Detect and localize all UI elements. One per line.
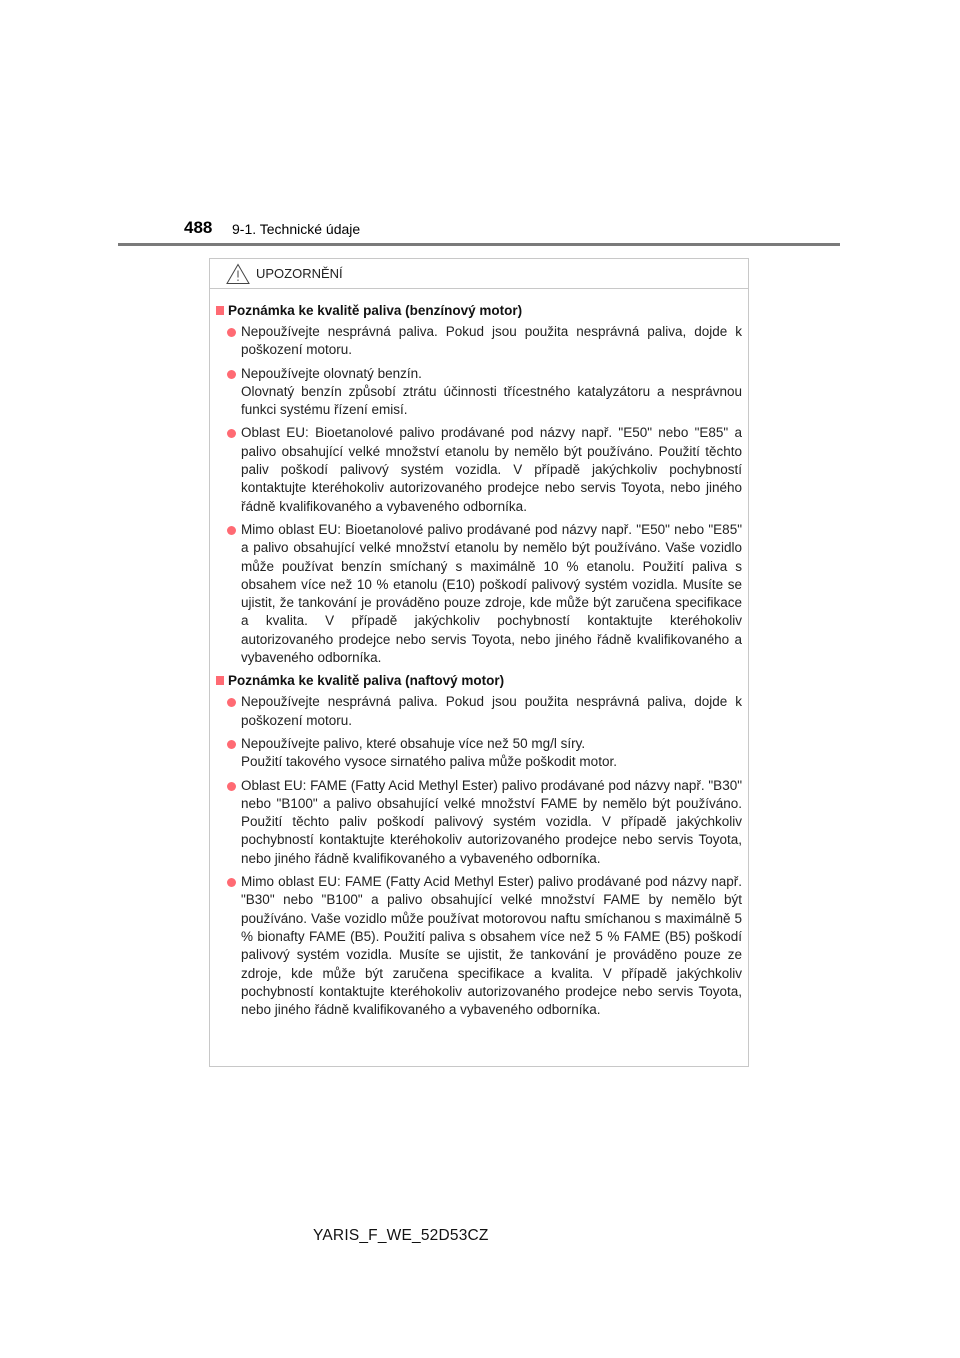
header-rule — [118, 243, 840, 246]
list-item — [216, 323, 742, 360]
circle-bullet-icon — [227, 370, 236, 379]
section-title: 9-1. Technické údaje — [232, 221, 361, 237]
warning-body — [210, 289, 748, 1019]
section-heading — [216, 672, 742, 690]
section-heading-text: Poznámka ke kvalitě paliva (naftový motor) — [228, 673, 505, 689]
list-item-text: Nepoužívejte palivo, které obsahuje více než 50 mg/l síry. Použití takového vysoce sirnatého paliva může poškodit motor. — [241, 735, 617, 770]
circle-bullet-icon — [227, 429, 236, 438]
list-item-text: Nepoužívejte olovnatý benzín. Olovnatý benzín způsobí ztrátu účinnosti třícestného katalyzátoru a nesprávnou funkci systému řízení emisí. — [241, 365, 742, 418]
section-heading-text: Poznámka ke kvalitě paliva (benzínový motor) — [228, 303, 523, 318]
document-code: YARIS_F_WE_52D53CZ — [313, 1227, 489, 1244]
circle-bullet-icon — [227, 698, 236, 707]
square-bullet-icon — [216, 306, 224, 315]
list-item-text: Mimo oblast EU: FAME (Fatty Acid Methyl Ester) palivo prodávané pod názvy např. "B30" nebo "B100" a palivo obsahující velké množství FAME by nemělo být používáno. Vaše vozidlo může používat motorovou naftu smíchanou s maximálně 5 % bionafty FAME (B5). Použití paliva s obsahem více než 5 % FAME (B5) poškodí palivový systém vozidla. Musíte se ujistit, že tankování je prováděno pouze ze zdroje, kde může být zaručena specifikace a kvalita. V případě jakýchkoliv pochybností kontaktujte kteréhokoliv autorizovaného prodejce nebo servis Toyota, nebo jiného řádně kvalifikovaného a vybaveného odborníka. — [241, 874, 742, 1018]
circle-bullet-icon — [227, 782, 236, 791]
warning-box — [209, 258, 749, 1067]
list-item — [216, 521, 742, 667]
list-item — [216, 735, 742, 772]
list-item — [216, 424, 742, 515]
list-item-text: Oblast EU: Bioetanolové palivo prodávané pod názvy např. "E50" nebo "E85" a palivo obsahující velké množství etanolu by nemělo být používáno. Použití těchto paliv poškodí palivový systém vozidla. V případě jakýchkoliv pochybností kontaktujte kteréhokoliv autorizovaného prodejce nebo servis Toyota, nebo jiného řádně kvalifikovaného a vybaveného odborníka. — [241, 425, 742, 514]
list-item-text: Nepoužívejte nesprávná paliva. Pokud jsou použita nesprávná paliva, dojde k poškození motoru. — [241, 694, 742, 728]
circle-bullet-icon — [227, 526, 236, 535]
list-item — [216, 873, 742, 1019]
list-item-text: Oblast EU: FAME (Fatty Acid Methyl Ester) palivo prodávané pod názvy např. "B30" nebo "B100" a palivo obsahující velké množství FAME by nemělo být používáno. Použití těchto paliv poškodí palivový systém vozidla. V případě jakýchkoliv pochybností kontaktujte kteréhokoliv autorizovaného prodejce nebo servis Toyota, nebo jiného řádně kvalifikovaného a vybaveného odborníka. — [241, 777, 742, 866]
section-heading — [216, 302, 742, 320]
list-item — [216, 365, 742, 420]
circle-bullet-icon — [227, 740, 236, 749]
circle-bullet-icon — [227, 328, 236, 337]
circle-bullet-icon — [227, 878, 236, 887]
warning-triangle-icon — [226, 263, 250, 285]
list-item — [216, 693, 742, 730]
warning-header — [210, 259, 748, 289]
list-item-text: Nepoužívejte nesprávná paliva. Pokud jsou použita nesprávná paliva, dojde k poškození motoru. — [241, 324, 742, 358]
list-item — [216, 777, 742, 868]
list-item-text: Mimo oblast EU: Bioetanolové palivo prodávané pod názvy např. "E50" nebo "E85" a palivo obsahující velké množství etanolu by nemělo být používáno. Vaše vozidlo může používat benzín smíchaný s maximálně 10 % etanolu. Použití paliva s obsahem více než 10 % etanolu (E10) poškodí palivový systém vozidla. Musíte se ujistit, že tankování je prováděno pouze zdroje, kde může být zaručena specifikace a kvalita. V případě jakýchkoliv pochybností kontaktujte kteréhokoliv autorizovaného prodejce nebo servis Toyota, nebo jiného řádně kvalifikovaného a vybaveného odborníka. — [241, 521, 742, 666]
page-number: 488 — [184, 218, 213, 237]
square-bullet-icon — [216, 676, 224, 685]
warning-title: UPOZORNĚNÍ — [256, 266, 343, 281]
